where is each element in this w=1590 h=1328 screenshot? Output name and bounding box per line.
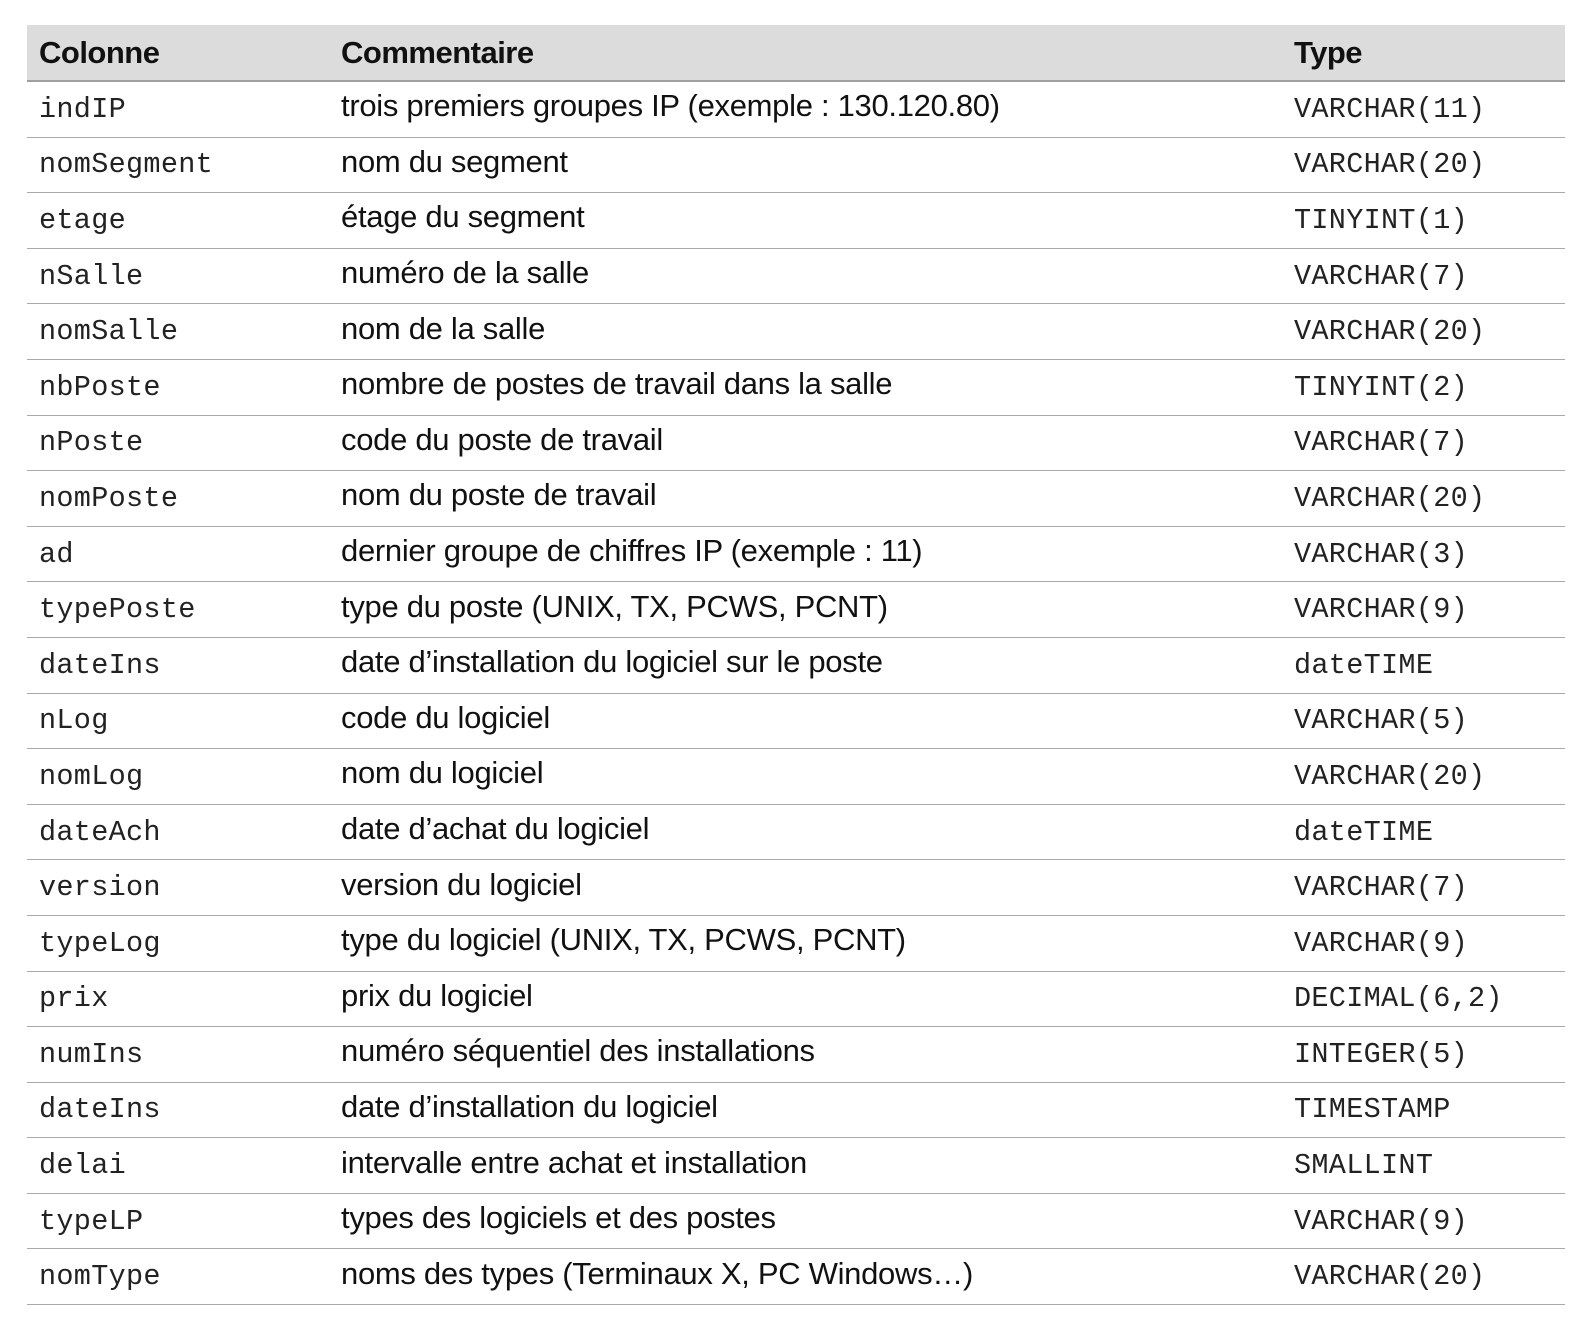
comment-cell: date d’achat du logiciel bbox=[341, 811, 650, 847]
comment-cell: date d’installation du logiciel sur le poste bbox=[341, 644, 883, 680]
type-cell: VARCHAR(5) bbox=[1294, 704, 1469, 738]
type-cell: SMALLINT bbox=[1294, 1149, 1434, 1183]
table-row bbox=[27, 304, 1565, 360]
comment-cell: noms des types (Terminaux X, PC Windows…) bbox=[341, 1255, 974, 1291]
type-cell: VARCHAR(3) bbox=[1294, 537, 1469, 571]
table-row bbox=[27, 638, 1565, 694]
type-cell: VARCHAR(20) bbox=[1294, 1260, 1486, 1294]
column-name-cell: typeLP bbox=[39, 1204, 144, 1238]
comment-cell: type du logiciel (UNIX, TX, PCWS, PCNT) bbox=[341, 922, 906, 958]
table-row bbox=[27, 360, 1565, 416]
table-header-row bbox=[27, 25, 1565, 82]
column-name-cell: version bbox=[39, 871, 161, 905]
column-name-cell: dateIns bbox=[39, 648, 161, 682]
table-row bbox=[27, 1194, 1565, 1250]
column-name-cell: typeLog bbox=[39, 926, 161, 960]
table-row bbox=[27, 1027, 1565, 1083]
type-cell: VARCHAR(20) bbox=[1294, 481, 1486, 515]
column-name-cell: nPoste bbox=[39, 426, 144, 460]
table-row bbox=[27, 471, 1565, 527]
comment-cell: dernier groupe de chiffres IP (exemple : 11) bbox=[341, 533, 923, 569]
column-definitions-table bbox=[27, 25, 1565, 1305]
type-cell: VARCHAR(9) bbox=[1294, 1204, 1469, 1238]
column-name-cell: dateAch bbox=[39, 815, 161, 849]
table-row bbox=[27, 972, 1565, 1028]
type-cell: VARCHAR(20) bbox=[1294, 315, 1486, 349]
table-row bbox=[27, 1083, 1565, 1139]
column-name-cell: dateIns bbox=[39, 1093, 161, 1127]
type-cell: TIMESTAMP bbox=[1294, 1093, 1451, 1127]
column-name-cell: nomLog bbox=[39, 759, 144, 793]
column-name-cell: nomPoste bbox=[39, 481, 179, 515]
table-row bbox=[27, 193, 1565, 249]
comment-cell: code du poste de travail bbox=[341, 421, 663, 457]
header-colonne: Colonne bbox=[39, 34, 160, 70]
type-cell: dateTIME bbox=[1294, 815, 1434, 849]
type-cell: VARCHAR(20) bbox=[1294, 148, 1486, 182]
type-cell: dateTIME bbox=[1294, 648, 1434, 682]
comment-cell: numéro séquentiel des installations bbox=[341, 1033, 815, 1069]
type-cell: VARCHAR(7) bbox=[1294, 426, 1469, 460]
type-cell: VARCHAR(20) bbox=[1294, 759, 1486, 793]
table-row bbox=[27, 860, 1565, 916]
column-name-cell: nomType bbox=[39, 1260, 161, 1294]
comment-cell: nombre de postes de travail dans la salle bbox=[341, 366, 893, 402]
comment-cell: numéro de la salle bbox=[341, 255, 589, 291]
table-row bbox=[27, 1138, 1565, 1194]
column-name-cell: nLog bbox=[39, 704, 109, 738]
comment-cell: prix du logiciel bbox=[341, 977, 533, 1013]
table-row bbox=[27, 1249, 1565, 1305]
column-name-cell: nbPoste bbox=[39, 370, 161, 404]
comment-cell: nom du poste de travail bbox=[341, 477, 657, 513]
comment-cell: type du poste (UNIX, TX, PCWS, PCNT) bbox=[341, 588, 888, 624]
comment-cell: nom de la salle bbox=[341, 310, 546, 346]
column-name-cell: prix bbox=[39, 982, 109, 1016]
comment-cell: types des logiciels et des postes bbox=[341, 1200, 776, 1236]
comment-cell: date d’installation du logiciel bbox=[341, 1088, 718, 1124]
column-name-cell: numIns bbox=[39, 1037, 144, 1071]
comment-cell: code du logiciel bbox=[341, 699, 550, 735]
table-body bbox=[27, 82, 1565, 1305]
comment-cell: trois premiers groupes IP (exemple : 130.120.80) bbox=[341, 88, 1000, 124]
table-row bbox=[27, 249, 1565, 305]
type-cell: VARCHAR(7) bbox=[1294, 871, 1469, 905]
table-row bbox=[27, 749, 1565, 805]
column-name-cell: nSalle bbox=[39, 259, 144, 293]
comment-cell: nom du segment bbox=[341, 143, 568, 179]
column-name-cell: delai bbox=[39, 1149, 127, 1183]
column-name-cell: indIP bbox=[39, 92, 127, 126]
table-row bbox=[27, 527, 1565, 583]
type-cell: VARCHAR(9) bbox=[1294, 593, 1469, 627]
table-row bbox=[27, 82, 1565, 138]
comment-cell: nom du logiciel bbox=[341, 755, 544, 791]
column-name-cell: typePoste bbox=[39, 593, 196, 627]
comment-cell: étage du segment bbox=[341, 199, 585, 235]
type-cell: TINYINT(1) bbox=[1294, 203, 1469, 237]
table-row bbox=[27, 416, 1565, 472]
type-cell: VARCHAR(7) bbox=[1294, 259, 1469, 293]
column-name-cell: ad bbox=[39, 537, 74, 571]
table-row bbox=[27, 582, 1565, 638]
type-cell: INTEGER(5) bbox=[1294, 1037, 1469, 1071]
comment-cell: version du logiciel bbox=[341, 866, 582, 902]
type-cell: VARCHAR(11) bbox=[1294, 92, 1486, 126]
table-row bbox=[27, 694, 1565, 750]
type-cell: VARCHAR(9) bbox=[1294, 926, 1469, 960]
table-row bbox=[27, 916, 1565, 972]
table-row bbox=[27, 138, 1565, 194]
header-commentaire: Commentaire bbox=[341, 34, 534, 70]
type-cell: TINYINT(2) bbox=[1294, 370, 1469, 404]
header-type: Type bbox=[1294, 34, 1363, 70]
comment-cell: intervalle entre achat et installation bbox=[341, 1144, 807, 1180]
type-cell: DECIMAL(6,2) bbox=[1294, 982, 1503, 1016]
column-name-cell: etage bbox=[39, 203, 127, 237]
column-name-cell: nomSalle bbox=[39, 315, 179, 349]
table-row bbox=[27, 805, 1565, 861]
column-name-cell: nomSegment bbox=[39, 148, 214, 182]
